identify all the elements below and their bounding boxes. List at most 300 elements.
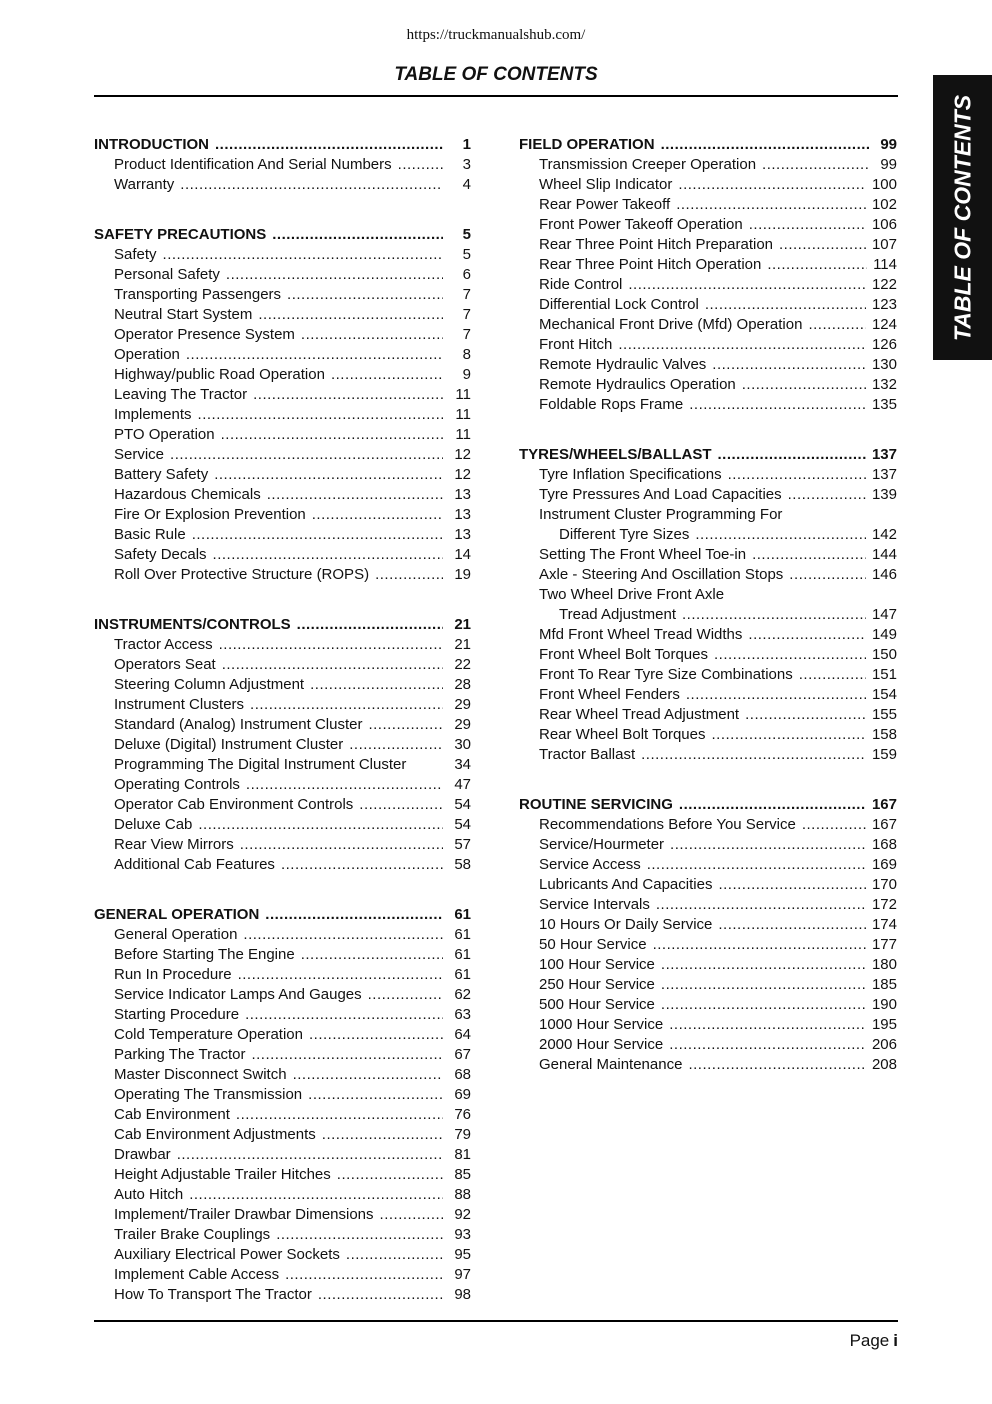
toc-entry[interactable] [519,995,897,1015]
toc-entry[interactable] [94,155,471,175]
leader-dots [308,1085,443,1105]
entry-page: 11 [455,386,471,403]
toc-entry[interactable] [519,195,897,215]
entry-label: 1000 Hour Service [539,1016,664,1033]
toc-entry[interactable] [94,425,471,445]
toc-entry[interactable] [94,1065,471,1085]
section-title: INSTRUMENTS/CONTROLS [94,616,291,633]
entry-label: Before Starting The Engine [114,946,295,963]
section-title: GENERAL OPERATION [94,906,260,923]
leader-dots [711,725,865,745]
toc-entry[interactable] [519,975,897,995]
toc-entry[interactable] [94,755,471,775]
entry-page: 21 [454,636,471,653]
entry-label: Recommendations Before You Service [539,816,796,833]
entry-page: 137 [871,466,897,483]
toc-entry[interactable] [94,655,471,675]
page-footer [850,1331,898,1351]
entry-label: Roll Over Protective Structure (ROPS) [114,566,370,583]
page-label: Page [849,1331,890,1350]
toc-entry[interactable] [519,645,897,665]
entry-page: 95 [454,1246,471,1263]
entry-label: Cold Temperature Operation [114,1026,303,1043]
section-page: 167 [871,796,897,813]
entry-page: 47 [454,776,471,793]
entry-label: Tyre Pressures And Load Capacities [539,486,782,503]
entry-page: 85 [454,1166,471,1183]
leader-dots [251,1045,443,1065]
entry-page: 151 [871,666,897,683]
entry-label: Wheel Slip Indicator [539,176,673,193]
entry-label: Neutral Start System [114,306,253,323]
entry-page: 130 [871,356,897,373]
entry-page: 142 [871,526,897,543]
leader-dots [678,175,866,195]
entry-label: Tyre Inflation Specifications [539,466,722,483]
entry-label: Different Tyre Sizes [559,526,690,543]
toc-entry[interactable] [94,545,471,565]
entry-page: 14 [454,546,471,563]
leader-dots [669,1035,866,1055]
entry-page: 69 [454,1086,471,1103]
leader-dots [346,1245,443,1265]
entry-page: 98 [454,1286,471,1303]
leader-dots [359,795,443,815]
entry-label: Tractor Access [114,636,213,653]
toc-entry[interactable] [519,395,897,415]
leader-dots [267,485,443,505]
leader-dots [265,905,443,925]
entry-page: 155 [871,706,897,723]
entry-label: Programming The Digital Instrument Cluster [114,756,407,773]
toc-entry[interactable] [94,945,471,965]
toc-entry[interactable] [94,1145,471,1165]
entry-label: Deluxe (Digital) Instrument Cluster [114,736,344,753]
toc-entry[interactable] [94,285,471,305]
entry-label: Axle - Steering And Oscillation Stops [539,566,784,583]
entry-label: Drawbar [114,1146,171,1163]
entry-label: Master Disconnect Switch [114,1066,287,1083]
entry-label: 2000 Hour Service [539,1036,664,1053]
toc-section [94,225,471,585]
entry-label: Safety [114,246,157,263]
entry-page: 67 [454,1046,471,1063]
toc-entry[interactable] [94,1125,471,1145]
leader-dots [198,405,443,425]
leader-dots [236,1105,443,1125]
toc-entry[interactable] [519,915,897,935]
toc-entry[interactable] [519,525,897,545]
toc-entry[interactable] [519,895,897,915]
leader-dots [226,265,443,285]
toc-entry[interactable] [519,665,897,685]
toc-entry[interactable] [94,695,471,715]
entry-page: 190 [871,996,897,1013]
entry-page: 102 [871,196,897,213]
section-title: FIELD OPERATION [519,136,655,153]
leader-dots [788,485,866,505]
toc-entry[interactable] [94,175,471,195]
toc-entry[interactable] [94,345,471,365]
section-title: SAFETY PRECAUTIONS [94,226,267,243]
entry-label: Highway/public Road Operation [114,366,325,383]
entry-label: Mechanical Front Drive (Mfd) Operation [539,316,803,333]
leader-dots [276,1225,443,1245]
leader-dots [287,285,443,305]
leader-dots [714,645,866,665]
entry-page: 144 [871,546,897,563]
entry-label: General Operation [114,926,238,943]
toc-entry[interactable] [519,685,897,705]
leader-dots [297,615,443,635]
section-title: INTRODUCTION [94,136,209,153]
entry-label: Front Wheel Bolt Torques [539,646,708,663]
entry-label: Personal Safety [114,266,220,283]
leader-dots [349,735,443,755]
section-page: 21 [454,616,471,633]
leader-dots [808,315,866,335]
toc-entry[interactable] [519,1035,897,1055]
toc-entry[interactable] [519,315,897,335]
entry-label: Operation [114,346,180,363]
toc-entry[interactable] [94,325,471,345]
entry-page: 139 [871,486,897,503]
toc-entry[interactable] [94,1105,471,1125]
entry-label: General Maintenance [539,1056,683,1073]
toc-entry[interactable] [94,525,471,545]
toc-entry[interactable] [94,925,471,945]
entry-label: Front Wheel Fenders [539,686,680,703]
entry-label: Foldable Rops Frame [539,396,684,413]
leader-dots [762,155,869,175]
entry-page: 79 [454,1126,471,1143]
page-number: i [893,1331,898,1350]
entry-page: 63 [454,1006,471,1023]
entry-page: 54 [454,816,471,833]
toc-entry[interactable] [94,1165,471,1185]
leader-dots [215,135,443,155]
toc-section-heading[interactable] [94,225,471,245]
toc-entry[interactable] [519,355,897,375]
toc-entry[interactable] [94,715,471,735]
leader-dots [695,525,866,545]
entry-page: 107 [871,236,897,253]
entry-label: Auxiliary Electrical Power Sockets [114,1246,340,1263]
leader-dots [656,895,866,915]
entry-page: 61 [454,966,471,983]
entry-page: 208 [871,1056,897,1073]
entry-page: 185 [871,976,897,993]
toc-entry[interactable] [94,775,471,795]
toc-entry[interactable] [94,1085,471,1105]
toc-entry[interactable] [519,375,897,395]
entry-label: Operating Controls [114,776,240,793]
toc-section [519,445,897,765]
toc-entry[interactable] [94,305,471,325]
toc-entry[interactable] [519,955,897,975]
toc-section [94,905,471,1305]
section-page: 99 [880,136,897,153]
entry-label: Differential Lock Control [539,296,699,313]
page-title: TABLE OF CONTENTS [394,64,598,85]
toc-entry[interactable] [519,745,897,765]
section-page: 61 [454,906,471,923]
leader-dots [281,855,443,875]
toc-entry[interactable] [94,1265,471,1285]
leader-dots [246,775,443,795]
toc-entry[interactable] [94,1005,471,1025]
leader-dots [661,955,866,975]
entry-label: Service/Hourmeter [539,836,665,853]
leader-dots [748,625,866,645]
toc-entry[interactable] [94,1225,471,1245]
toc-entry[interactable] [94,1245,471,1265]
leader-dots [272,225,443,245]
toc-entry[interactable] [94,855,471,875]
toc-section [519,135,897,415]
toc-entry[interactable] [94,565,471,585]
entry-page: 57 [454,836,471,853]
entry-page: 76 [454,1106,471,1123]
leader-dots [712,355,866,375]
entry-label: Operator Presence System [114,326,295,343]
leader-dots [186,345,443,365]
toc-entry[interactable] [519,815,897,835]
toc-entry[interactable] [94,675,471,695]
toc-section-heading[interactable] [519,795,897,815]
entry-page: 12 [454,466,471,483]
toc-entry[interactable] [94,1045,471,1065]
entry-page: 135 [871,396,897,413]
leader-dots [661,135,869,155]
entry-label: Implements [114,406,192,423]
toc-entry[interactable] [519,1015,897,1035]
entry-page: 167 [871,816,897,833]
toc-entry[interactable] [519,875,897,895]
leader-dots [686,685,866,705]
toc-entry[interactable] [94,485,471,505]
toc-entry[interactable] [519,295,897,315]
entry-label: Service [114,446,165,463]
leader-dots [245,1005,443,1025]
entry-label: Leaving The Tractor [114,386,248,403]
toc-entry[interactable] [94,245,471,265]
leader-dots [682,605,866,625]
entry-page: 13 [454,526,471,543]
toc-entry[interactable] [94,1185,471,1205]
toc-left-column [94,135,471,1335]
entry-label: Trailer Brake Couplings [114,1226,271,1243]
toc-entry[interactable] [94,985,471,1005]
entry-label: Cab Environment Adjustments [114,1126,316,1143]
section-page: 137 [871,446,897,463]
entry-page: 11 [455,406,471,423]
toc-entry[interactable] [94,835,471,855]
leader-dots [337,1165,443,1185]
entry-label: Starting Procedure [114,1006,240,1023]
toc-entry[interactable] [519,275,897,295]
entry-label: Steering Column Adjustment [114,676,305,693]
entry-page: 99 [880,156,897,173]
toc-entry[interactable] [94,795,471,815]
entry-page: 29 [454,716,471,733]
entry-label: PTO Operation [114,426,215,443]
entry-label: How To Transport The Tractor [114,1286,312,1303]
leader-dots [653,935,866,955]
toc-entry[interactable] [519,725,897,745]
entry-label: Service Indicator Lamps And Gauges [114,986,362,1003]
toc-section-heading[interactable] [94,135,471,155]
leader-dots [192,525,443,545]
entry-label: Product Identification And Serial Numbers [114,156,392,173]
toc-entry[interactable] [519,605,897,625]
entry-label: Two Wheel Drive Front Axle [539,586,725,603]
toc-entry[interactable] [519,175,897,195]
section-title: TYRES/WHEELS/BALLAST [519,446,712,463]
toc-section-heading[interactable] [519,445,897,465]
entry-label: Cab Environment [114,1106,230,1123]
toc-entry[interactable] [519,215,897,235]
entry-page: 158 [871,726,897,743]
toc-right-column [519,135,897,1105]
toc-entry[interactable] [94,1285,471,1305]
toc-entry[interactable] [519,565,897,585]
leader-dots [669,1015,866,1035]
toc-entry[interactable] [94,815,471,835]
entry-page: 106 [871,216,897,233]
source-url: https://truckmanualshub.com/ [406,27,586,43]
entry-page: 6 [462,266,471,283]
entry-page: 93 [454,1226,471,1243]
entry-label: Parking The Tractor [114,1046,246,1063]
toc-entry[interactable] [94,385,471,405]
entry-page: 180 [871,956,897,973]
footer-rule [94,1320,898,1322]
entry-label: Transporting Passengers [114,286,282,303]
toc-entry[interactable] [94,965,471,985]
entry-page: 146 [871,566,897,583]
toc-entry[interactable] [519,485,897,505]
toc-entry[interactable] [519,855,897,875]
entry-page: 5 [462,246,471,263]
toc-section [94,135,471,195]
entry-label: Tractor Ballast [539,746,636,763]
leader-dots [749,215,866,235]
toc-entry[interactable] [94,465,471,485]
toc-entry[interactable] [94,265,471,285]
toc-section-heading[interactable] [94,905,471,925]
toc-entry[interactable] [94,1025,471,1045]
toc-entry[interactable] [519,705,897,725]
entry-label: Rear View Mirrors [114,836,234,853]
toc-entry[interactable] [94,735,471,755]
toc-entry[interactable] [94,1205,471,1225]
leader-dots [745,705,866,725]
entry-label: Hazardous Chemicals [114,486,261,503]
entry-label: Rear Three Point Hitch Operation [539,256,762,273]
entry-page: 64 [454,1026,471,1043]
toc-section-heading[interactable] [94,615,471,635]
toc-entry[interactable] [519,1055,897,1075]
entry-page: 13 [454,506,471,523]
toc-entry[interactable] [519,935,897,955]
leader-dots [688,1055,866,1075]
leader-dots [752,545,866,565]
leader-dots [198,815,443,835]
toc-entry[interactable] [519,505,897,525]
section-title: ROUTINE SERVICING [519,796,673,813]
leader-dots [219,635,443,655]
toc-entry[interactable] [519,835,897,855]
entry-label: Battery Safety [114,466,209,483]
entry-page: 97 [454,1266,471,1283]
toc-section-heading[interactable] [519,135,897,155]
entry-label: Additional Cab Features [114,856,275,873]
toc-entry[interactable] [519,465,897,485]
toc-entry[interactable] [519,335,897,355]
leader-dots [177,1145,443,1165]
entry-label: Fire Or Explosion Prevention [114,506,306,523]
toc-entry[interactable] [94,365,471,385]
entry-page: 12 [454,446,471,463]
leader-dots [312,505,443,525]
entry-label: Lubricants And Capacities [539,876,713,893]
toc-entry[interactable] [519,255,897,275]
entry-label: Operators Seat [114,656,216,673]
leader-dots [802,815,866,835]
leader-dots [213,545,443,565]
entry-page: 169 [871,856,897,873]
toc-entry[interactable] [94,505,471,525]
toc-entry[interactable] [94,405,471,425]
entry-page: 7 [462,286,471,303]
leader-dots [222,655,443,675]
leader-dots [301,945,443,965]
toc-entry[interactable] [519,155,897,175]
toc-entry[interactable] [519,235,897,255]
entry-label: Operating The Transmission [114,1086,303,1103]
toc-entry[interactable] [519,545,897,565]
leader-dots [398,155,443,175]
entry-label: 10 Hours Or Daily Service [539,916,713,933]
entry-page: 132 [871,376,897,393]
leader-dots [331,365,443,385]
toc-entry[interactable] [94,445,471,465]
leader-dots [705,295,866,315]
entry-page: 174 [871,916,897,933]
toc-entry[interactable] [94,635,471,655]
leader-dots [170,445,443,465]
entry-label: Implement/Trailer Drawbar Dimensions [114,1206,374,1223]
leader-dots [618,335,866,355]
leader-dots [221,425,443,445]
leader-dots [767,255,867,275]
entry-page: 28 [454,676,471,693]
leader-dots [375,565,443,585]
entry-page: 54 [454,796,471,813]
entry-page: 154 [871,686,897,703]
toc-entry[interactable] [519,625,897,645]
header-rule [94,95,898,97]
leader-dots [189,1185,443,1205]
leader-dots [789,565,866,585]
entry-page: 206 [871,1036,897,1053]
entry-page: 7 [462,306,471,323]
leader-dots [243,925,443,945]
section-page: 5 [462,226,471,243]
toc-section [519,795,897,1075]
toc-entry[interactable] [519,585,897,605]
